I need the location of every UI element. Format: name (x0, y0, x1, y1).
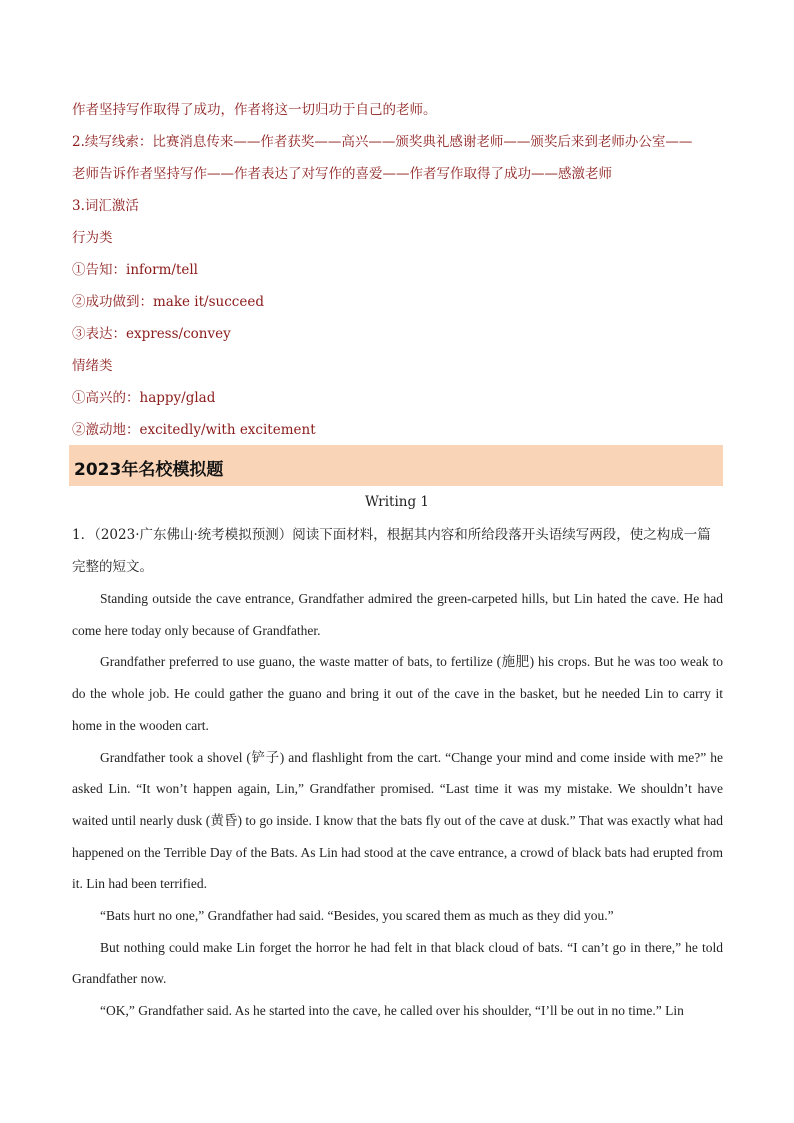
passage-paragraph: Standing outside the cave entrance, Grandfather admired the green-carpeted hills, but Lin hated the cave. He had come here today only because of Grandfather. (72, 591, 723, 638)
section-title: 2023年名校模拟题 (74, 460, 224, 480)
question-prompt (72, 520, 723, 583)
passage-paragraph: Grandfather preferred to use guano, the waste matter of bats, to fertilize (施肥) his crops. But he was too weak to do the whole job. He could gather the guano and bring it out of the cave in the basket, but he needed Lin to carry it home in the wooden cart. (72, 654, 723, 733)
vocab-item-happy: ①高兴的：happy/glad (72, 390, 216, 406)
vocab-item-succeed: ②成功做到：make it/succeed (72, 294, 264, 310)
vocab-item-express: ③表达：express/convey (72, 326, 231, 342)
writing-heading: Writing 1 (365, 494, 429, 510)
question-line-2: 完整的短文。 (72, 558, 153, 575)
passage-paragraph: “Bats hurt no one,” Grandfather had said. “Besides, you scared them as much as they did you.” (100, 908, 614, 924)
vocab-heading: 3.词汇激活 (72, 198, 139, 214)
summary-line: 作者坚持写作取得了成功，作者将这一切归功于自己的老师。 (72, 102, 437, 118)
vocab-item-excitedly: ②激动地：excitedly/with excitement (72, 422, 316, 438)
category-emotion: 情绪类 (72, 358, 113, 374)
clue-line-1: 2.续写线索：比赛消息传来——作者获奖——高兴——颁奖典礼感谢老师——颁奖后来到老师办公室—— (72, 134, 693, 150)
passage-paragraph: “OK,” Grandfather said. As he started into the cave, he called over his shoulder, “I’ll be out in no time.” Lin (100, 1003, 684, 1019)
passage-paragraph: But nothing could make Lin forget the horror he had felt in that black cloud of bats. “I can’t go in there,” he told Grandfather now. (72, 939, 723, 987)
question-line-1: 1．（2023·广东佛山·统考模拟预测）阅读下面材料，根据其内容和所给段落开头语续写两段，使之构成一篇 (72, 527, 711, 543)
category-action: 行为类 (72, 230, 113, 246)
clue-line-2: 老师告诉作者坚持写作——作者表达了对写作的喜爱——作者写作取得了成功——感激老师 (72, 166, 612, 182)
vocab-item-inform: ①告知：inform/tell (72, 262, 198, 278)
passage-paragraph: Grandfather took a shovel (铲子) and flashlight from the cart. “Change your mind and come inside with me?” he asked Lin. “It won’t happen again, Lin,” Grandfather promised. “Last time it was my mistake. We shouldn’t have waited until nearly dusk (黄昏) to go inside. I know that the bats fly out of the cave at dusk.” That was exactly what had happened on the Terrible Day of the Bats. As Lin had stood at the cave entrance, a crowd of black bats had erupted from it. Lin had been terrified. (72, 749, 723, 892)
passage (72, 583, 723, 1027)
